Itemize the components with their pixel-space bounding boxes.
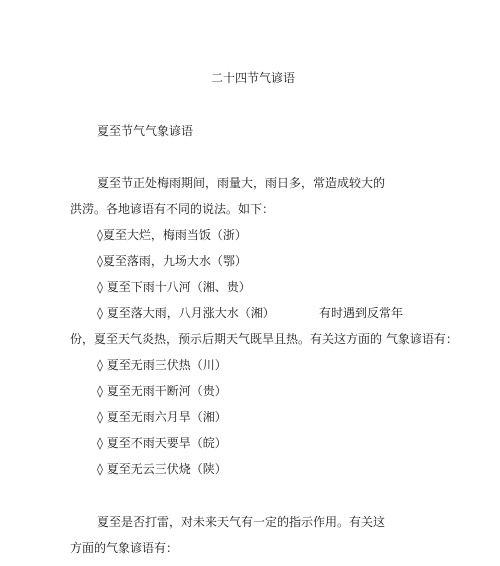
saying-item: ◊ 夏至无雨三伏热（川）: [97, 358, 227, 372]
saying-item: ◊ 夏至无雨六月旱（湘）: [97, 410, 227, 424]
saying-item: ◊ 夏至下雨十八河（湘、贵）: [97, 280, 251, 294]
section-subtitle: 夏至节气气象谚语: [97, 124, 194, 138]
paragraph-1-line-1: 夏至节正处梅雨期间，雨量大，雨日多，常造成较大的: [97, 176, 386, 190]
saying-item: ◊夏至落雨，九场大水（鄂）: [97, 254, 247, 268]
paragraph-2-line: 份，夏至天气炎热，预示后期天气既旱且热。有关这方面的 气象谚语有：: [70, 332, 458, 346]
saying-item: ◊夏至大烂，梅雨当饭（浙）: [97, 228, 247, 242]
paragraph-3-line-1: 夏至是否打雷，对未来天气有一定的指示作用。有关这: [97, 515, 386, 529]
paragraph-3-line-2: 方面的气象谚语有：: [70, 541, 179, 555]
saying-item: ◊ 夏至无云三伏烧（陕）: [97, 462, 227, 476]
saying-item: ◊ 夏至不雨天要旱（皖）: [97, 436, 227, 450]
paragraph-2-start: 有时遇到反常年: [319, 306, 404, 320]
saying-item: ◊ 夏至无雨干断河（贵）: [97, 384, 227, 398]
document-title: 二十四节气谚语: [211, 71, 296, 85]
saying-item: ◊ 夏至落大雨，八月涨大水（湘）: [97, 306, 275, 320]
paragraph-1-line-2: 洪涝。各地谚语有不同的说法。如下：: [70, 202, 275, 216]
